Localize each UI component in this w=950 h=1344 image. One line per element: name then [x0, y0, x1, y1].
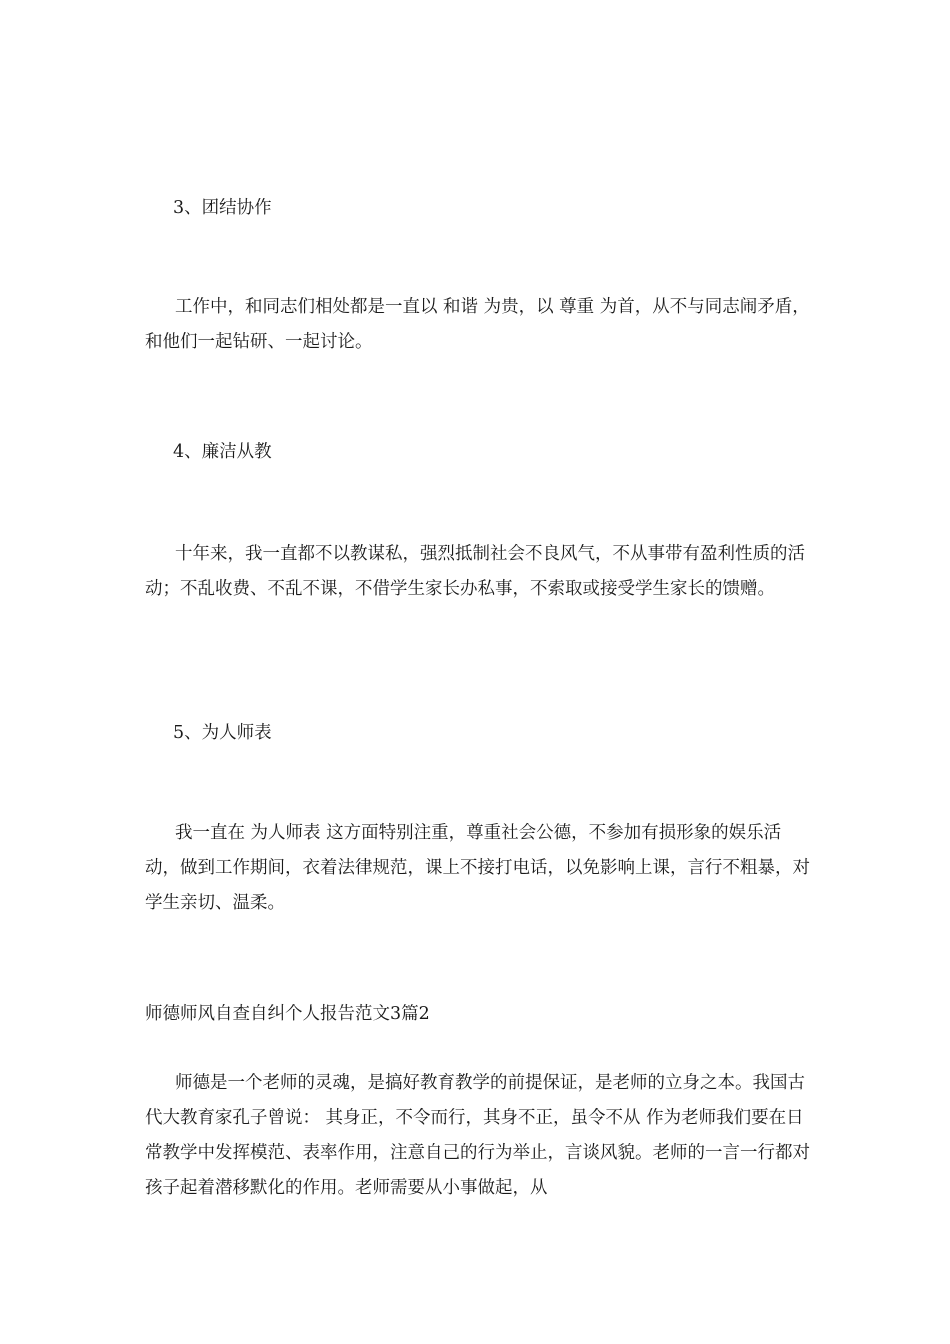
- heading-unity: 3、团结协作: [173, 198, 272, 218]
- paragraph-unity: 工作中，和同志们相处都是一直以 和谐 为贵，以 尊重 为首，从不与同志闹矛盾，和他们一起钻研、一起讨论。: [145, 297, 810, 352]
- paragraph-integrity: 十年来，我一直都不以教谋私，强烈抵制社会不良风气，不从事带有盈利性质的活动；不乱收费、不乱不课，不借学生家长办私事，不索取或接受学生家长的馈赠。: [145, 544, 805, 599]
- paragraph-intro: 师德是一个老师的灵魂，是搞好教育教学的前提保证，是老师的立身之本。我国古代大教育家孔子曾说： 其身正，不令而行，其身不正，虽令不从 作为老师我们要在日常教学中发挥模范、表率作用，注意自己的行为举止，言谈风貌。老师的一言一行都对孩子起着潜移默化的作用。老师需要从小事做起，从: [145, 1073, 810, 1198]
- heading-integrity: 4、廉洁从教: [173, 442, 272, 462]
- section-title: 师德师风自查自纠个人报告范文3篇2: [145, 1004, 430, 1024]
- paragraph-role-model: 我一直在 为人师表 这方面特别注重，尊重社会公德，不参加有损形象的娱乐活动，做到工作期间，衣着法律规范，课上不接打电话，以免影响上课，言行不粗暴，对学生亲切、温柔。: [145, 823, 810, 913]
- heading-role-model: 5、为人师表: [173, 723, 272, 743]
